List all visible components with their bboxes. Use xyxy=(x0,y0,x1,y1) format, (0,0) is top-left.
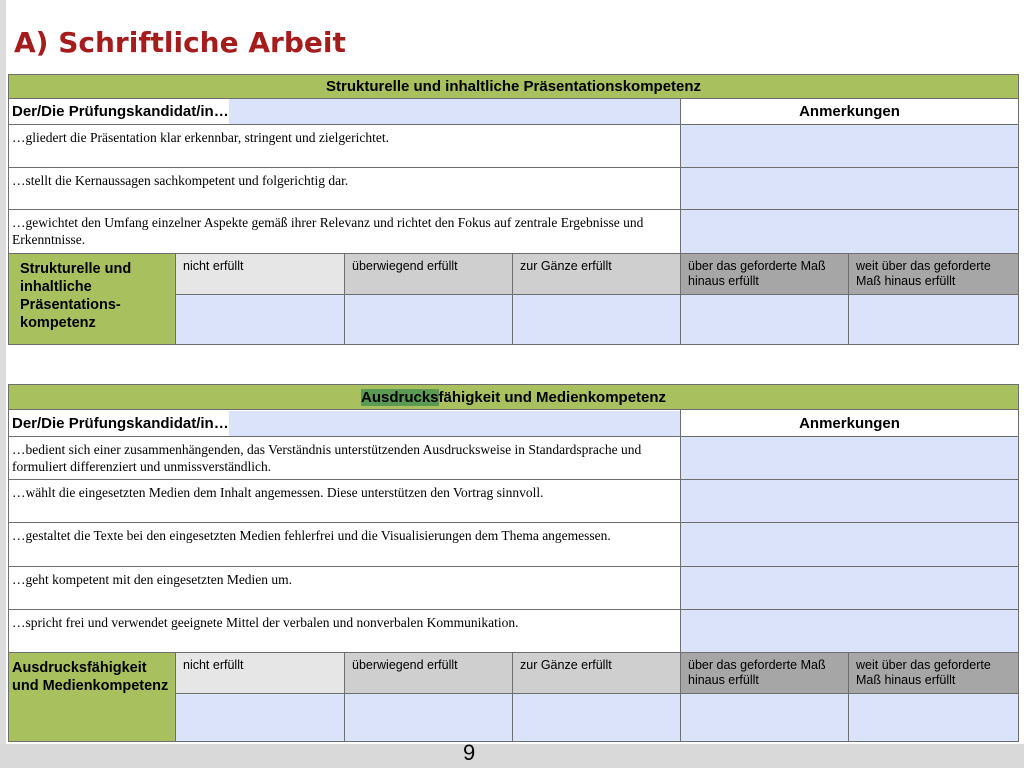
level-label: über das geforderte Maß hinaus erfüllt xyxy=(681,653,849,694)
assessment-table-expression xyxy=(8,384,1019,742)
rating-cell[interactable] xyxy=(345,295,513,345)
summary-label: Ausdrucksfähigkeit und Medienkompetenz xyxy=(9,653,176,742)
level-label: zur Gänze erfüllt xyxy=(513,653,681,694)
candidate-label: Der/Die Prüfungskandidat/in… xyxy=(12,103,229,120)
candidate-label: Der/Die Prüfungskandidat/in… xyxy=(12,414,229,432)
criterion-text: …bedient sich einer zusammenhängenden, das Verständnis unterstützenden Ausdrucksweise in Standardsprache und formuliert differenziert und unmissverständlich. xyxy=(9,437,681,480)
level-label: überwiegend erfüllt xyxy=(345,653,513,694)
level-label: weit über das geforderte Maß hinaus erfüllt xyxy=(849,254,1019,295)
notes-field[interactable] xyxy=(681,610,1019,653)
footer-bar xyxy=(0,744,1024,768)
rating-cell[interactable] xyxy=(513,295,681,345)
level-label: weit über das geforderte Maß hinaus erfüllt xyxy=(849,653,1019,694)
level-label: nicht erfüllt xyxy=(176,254,345,295)
notes-header: Anmerkungen xyxy=(681,410,1019,437)
rating-cell[interactable] xyxy=(345,694,513,742)
notes-field[interactable] xyxy=(681,437,1019,480)
summary-label: Strukturelle und inhaltliche Präsentations-kompetenz xyxy=(9,254,176,345)
criterion-text: …gewichtet den Umfang einzelner Aspekte gemäß ihrer Relevanz und richtet den Fokus auf zentrale Ergebnisse und Erkenntnisse. xyxy=(9,210,681,254)
section-header: Strukturelle und inhaltliche Präsentationskompetenz xyxy=(9,75,1019,99)
assessment-table-structure xyxy=(8,74,1019,345)
rating-cell[interactable] xyxy=(176,295,345,345)
rating-cell[interactable] xyxy=(513,694,681,742)
section-header xyxy=(9,385,1019,410)
page-title: A) Schriftliche Arbeit xyxy=(14,26,346,59)
rating-cell[interactable] xyxy=(849,295,1019,345)
criterion-text: …wählt die eingesetzten Medien dem Inhalt angemessen. Diese unterstützen den Vortrag sinnvoll. xyxy=(9,480,681,523)
section-header-rest: fähigkeit und Medienkompetenz xyxy=(438,388,667,406)
rating-cell[interactable] xyxy=(681,295,849,345)
level-label: nicht erfüllt xyxy=(176,653,345,694)
notes-field[interactable] xyxy=(681,168,1019,210)
level-label: zur Gänze erfüllt xyxy=(513,254,681,295)
page-number: 9 xyxy=(463,740,476,765)
candidate-row xyxy=(9,410,681,437)
notes-field[interactable] xyxy=(681,125,1019,168)
criterion-text: …gestaltet die Texte bei den eingesetzten Medien fehlerfrei und die Visualisierungen dem Thema angemessen. xyxy=(9,523,681,567)
notes-field[interactable] xyxy=(681,480,1019,523)
criterion-text: …geht kompetent mit den eingesetzten Medien um. xyxy=(9,567,681,610)
notes-field[interactable] xyxy=(681,210,1019,254)
candidate-name-field[interactable] xyxy=(229,99,680,124)
level-label: überwiegend erfüllt xyxy=(345,254,513,295)
notes-field[interactable] xyxy=(681,567,1019,610)
criterion-text: …spricht frei und verwendet geeignete Mittel der verbalen und nonverbalen Kommunikation. xyxy=(9,610,681,653)
level-label: über das geforderte Maß hinaus erfüllt xyxy=(681,254,849,295)
candidate-row xyxy=(9,99,681,125)
rating-cell[interactable] xyxy=(681,694,849,742)
rating-cell[interactable] xyxy=(849,694,1019,742)
section-header-highlight: Ausdrucks xyxy=(361,388,439,406)
criterion-text: …gliedert die Präsentation klar erkennbar, stringent und zielgerichtet. xyxy=(9,125,681,168)
notes-header: Anmerkungen xyxy=(681,99,1019,125)
criterion-text: …stellt die Kernaussagen sachkompetent und folgerichtig dar. xyxy=(9,168,681,210)
notes-field[interactable] xyxy=(681,523,1019,567)
rating-cell[interactable] xyxy=(176,694,345,742)
left-edge-bar xyxy=(0,0,6,768)
candidate-name-field[interactable] xyxy=(229,411,680,436)
